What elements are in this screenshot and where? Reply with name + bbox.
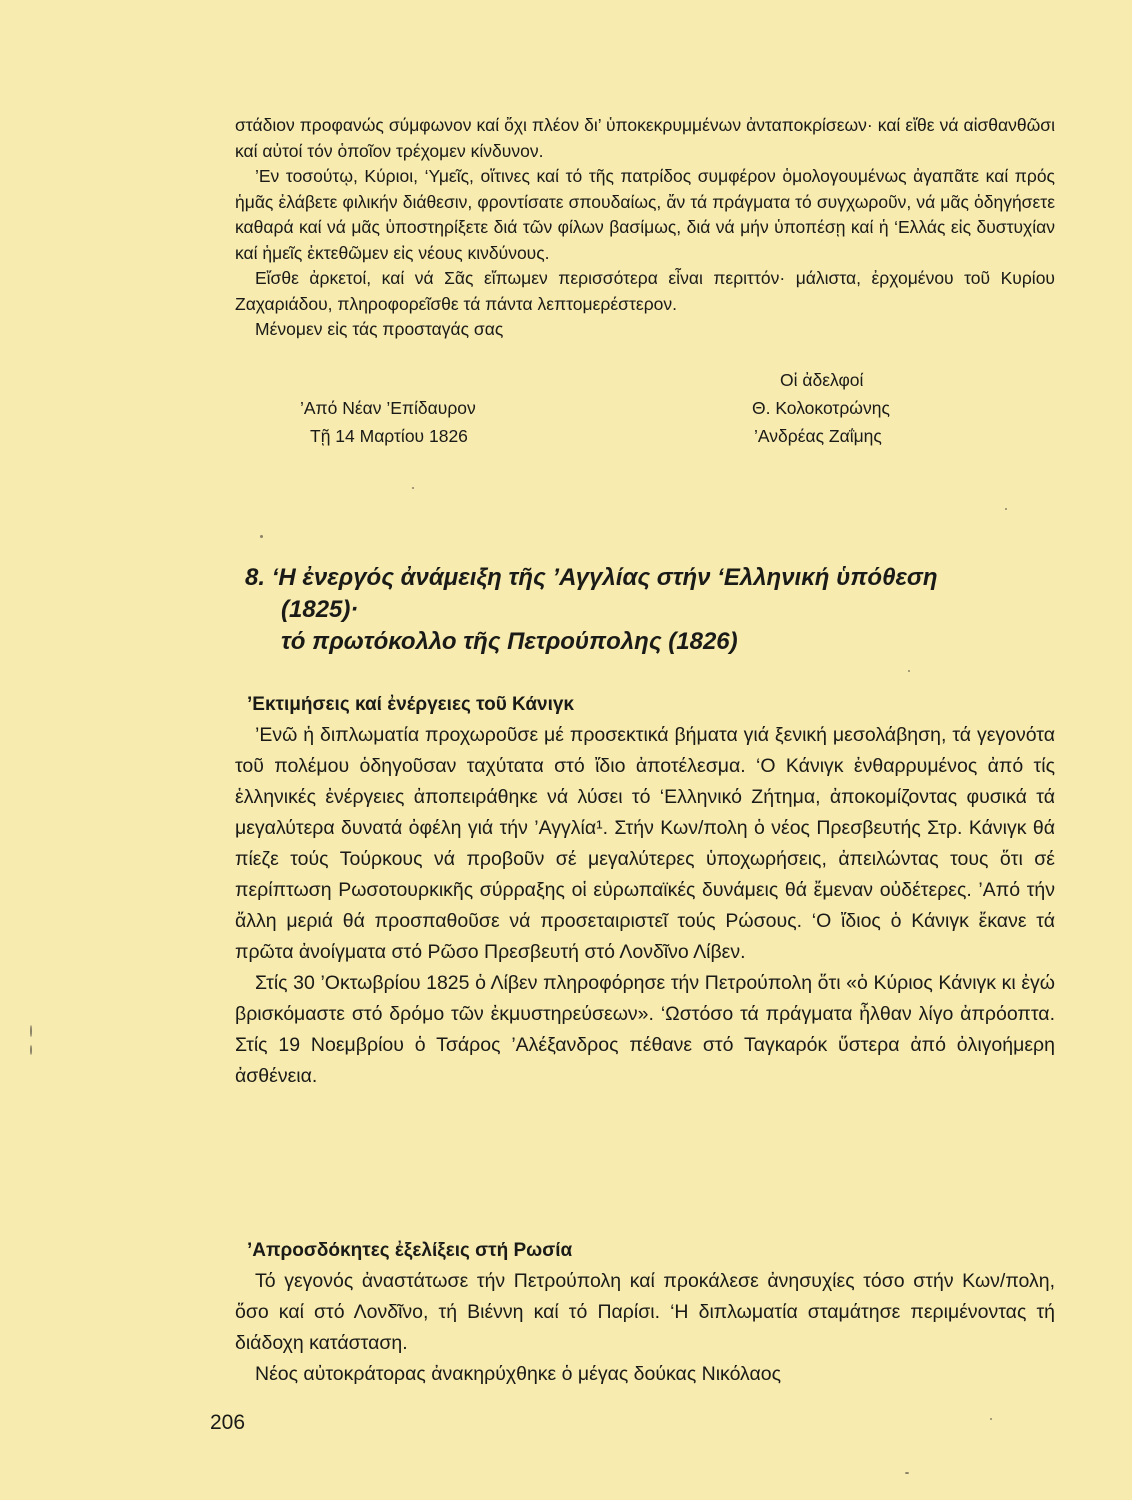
print-speck [990,1418,992,1420]
letter-body [235,113,1055,343]
subsection-heading: ’Εκτιμήσεις καί ἐνέργειες τοῦ Κάνιγκ [247,694,575,715]
print-speck [260,535,263,538]
body-paragraph: ’Ενῶ ἡ διπλωματία προχωροῦσε μέ προσεκτικά βήματα γιά ξενική μεσολάβηση, τά γεγονότα τοῦ πολέμου ὁδηγοῦσαν ταχύτατα στό ἴδιο ἀποτέλεσμα. ‘Ο Κάνιγκ ἐνθαρρυμένος ἀπό τίς ἑλληνικές ἐνέργειες ἀποπειράθηκε νά λύσει τό ‘Ελληνικό Ζήτημα, ἀποκομίζοντας φυσικά τά μεγαλύτερα δυνατά ὀφέλη γιά τήν ’Αγγλία¹. Στήν Κων/πολη ὁ νέος Πρεσβευτής Στρ. Κάνιγκ θά πίεζε τούς Τούρκους νά προβοῦν σέ μεγαλύτερες ὑποχωρήσεις, ἀπειλώντας τους ὅτι σέ περίπτωση Ρωσοτουρκικῆς σύρραξης οἱ εὐρωπαϊκές δυνάμεις θά ἔμεναν οὐδέτερες. ’Από τήν ἄλλη μεριά θά προσπαθοῦσε νά προσεταιριστεῖ τούς Ρώσους. ‘Ο ἴδιος ὁ Κάνιγκ ἔκανε τά πρῶτα ἀνοίγματα στό Ρῶσο Πρεσβευτή στό Λονδῖνο Λίβεν. [235,724,1055,963]
print-speck [412,487,414,489]
subsection-2 [235,1236,1055,1390]
body-paragraph: Νέος αὐτοκράτορας ἀνακηρύχθηκε ὁ μέγας δούκας Νικόλαος [255,1363,782,1385]
signoff-brothers: Οἱ ἀδελφοί [780,370,864,390]
print-speck [908,670,910,672]
signoff-place: ’Από Νέαν ’Επίδαυρον [300,398,476,418]
signoff-date: Τῇ 14 Μαρτίου 1826 [310,426,468,446]
signoff-signer-2: ’Ανδρέας Ζαΐμης [754,426,882,446]
letter-closing: Μένομεν εἰς τάς προσταγάς σας [255,319,504,339]
print-speck [1005,508,1007,510]
margin-mark [30,1045,32,1055]
body-paragraph: Στίς 30 ’Οκτωβρίου 1825 ὁ Λίβεν πληροφόρησε τήν Πετρούπολη ὅτι «ὁ Κύριος Κάνιγκ κι ἐγώ βρισκόμαστε στό δρόμο τῶν ἐκμυστηρεύσεων». ‘Ωστόσο τά πράγματα ἦλθαν λίγο ἀπρόοπτα. Στίς 19 Νοεμβρίου ὁ Τσάρος ’Αλέξανδρος πέθανε στό Ταγκαρόκ ὕστερα ἀπό ὀλιγοήμερη ἀσθένεια. [235,972,1055,1087]
letter-paragraph: στάδιον προφανώς σύμφωνον καί ὄχι πλέον δι’ ὑποκεκρυμμένων ἀνταποκρίσεων· καί εἴθε νά αἰσθανθῶσι καί αὐτοί τόν ὁποῖον τρέχομεν κίνδυνον. [235,115,1055,161]
section-title-line-1: 8. ‘Η ἐνεργός ἀνάμειξη τῆς ’Αγγλίας στήν ‘Ελληνική ὑπόθεση [245,564,938,591]
letter-paragraph: ’Εν τοσούτῳ, Κύριοι, ‘Υμεῖς, οἵτινες καί τό τῆς πατρίδος συμφέρον ὁμολογουμένως ἀγαπᾶτε καί πρός ἡμᾶς ἐλάβετε φιλικήν διάθεσιν, φροντίσατε σπουδαίως, ἄν τά πράγματα τό συγχωροῦν, νά μᾶς ὁδηγήσετε καθαρά καί νά μᾶς ὑποστηρίξετε διά τῶν φίλων βασίμως, διά νά μήν ὑποπέσῃ καί ἡ ‘Ελλάς εἰς δυστυχίαν καί ἡμεῖς ἐκτεθῶμεν εἰς νέους κινδύνους. [235,166,1055,263]
section-title-line-2: (1825)· [281,596,359,623]
body-paragraph: Τό γεγονός ἀναστάτωσε τήν Πετρούπολη καί προκάλεσε ἀνησυχίες τόσο στήν Κων/πολη, ὅσο καί στό Λονδῖνο, τή Βιέννη καί τό Παρίσι. ‘Η διπλωματία σταμάτησε περιμένοντας τή διάδοχη κατάσταση. [235,1270,1055,1354]
section-title [245,562,1065,658]
page-number: 206 [210,1411,246,1434]
margin-mark [30,1025,32,1037]
signoff-signer-1: Θ. Κολοκοτρώνης [752,398,890,418]
subsection-heading: ’Απροσδόκητες ἐξελίξεις στή Ρωσία [247,1240,573,1261]
subsection-1 [235,690,1055,1092]
section-title-line-3: τό πρωτόκολλο τῆς Πετρούπολης (1826) [281,628,738,655]
print-speck [905,1472,909,1474]
letter-paragraph: Εἴσθε ἀρκετοί, καί νά Σᾶς εἴπωμεν περισσότερα εἶναι περιττόν· μάλιστα, ἐρχομένου τοῦ Κυρίου Ζαχαριάδου, πληροφορεῖσθε τά πάντα λεπτομερέστερον. [235,268,1055,314]
